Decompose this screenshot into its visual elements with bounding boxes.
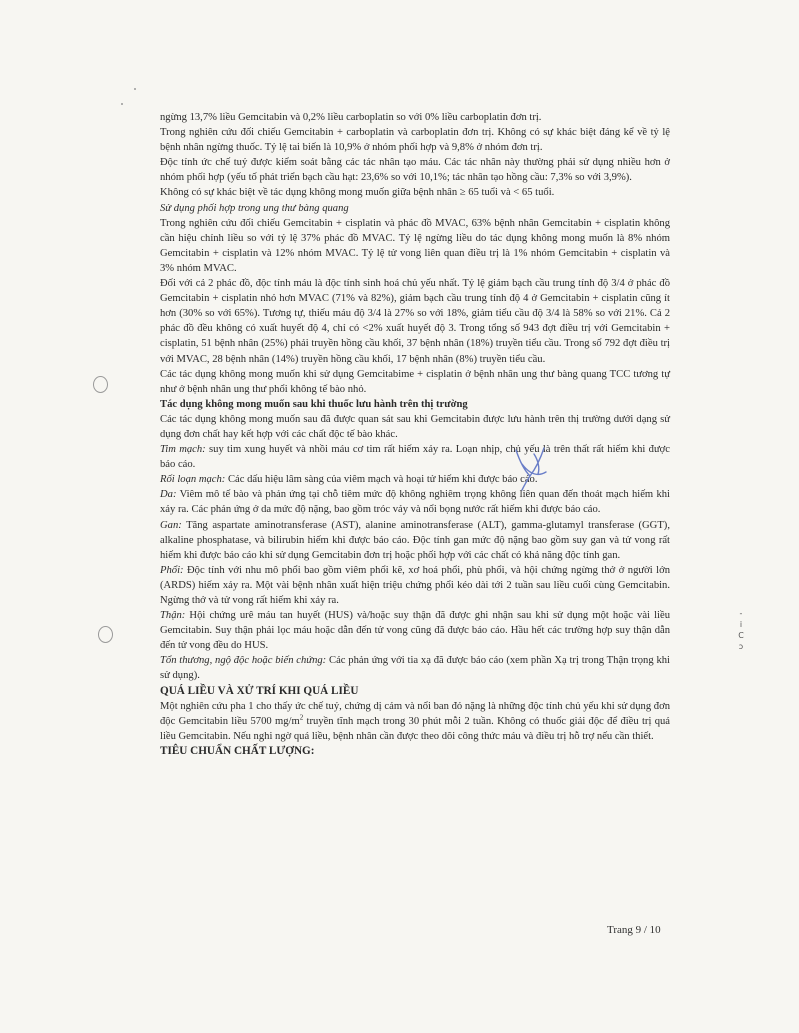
paragraph-text: Các phản ứng với tia xạ đã được báo cáo (xem phần Xạ trị trong Thận trọng khi sử dụng).: [160, 655, 670, 682]
paragraph: Các tác dụng không mong muốn khi sử dụng Gemcitabime + cisplatin ở bệnh nhân ung thư bàng quang TCC tương tự như ở bệnh nhân ung thư phổi không tế bào nhỏ.: [160, 368, 670, 395]
margin-annotation: [735, 608, 747, 652]
paragraph-lead: Tổn thương, ngộ độc hoặc biến chứng:: [160, 655, 327, 667]
paragraph-text: Độc tính với nhu mô phổi bao gồm viêm phổi kẽ, xơ hoá phổi, phù phổi, và hội chứng ngừng thở ở người lớn (ARDS) hiếm xảy ra. Một vài bệnh nhân xuất hiện triệu chứng phổi kéo dài tới 2 tuần sau liều cuối cùng Gemcitabin. Ngừng thở và tử vong rất hiếm khi xảy ra.: [160, 564, 670, 606]
paragraph-lead: Da:: [160, 489, 177, 501]
paragraph-lead: Rối loạn mạch:: [160, 474, 226, 486]
paragraph: [160, 608, 670, 653]
punch-hole-upper: [93, 376, 108, 393]
paragraph: [160, 653, 670, 683]
section-heading: Tác dụng không mong muốn sau khi thuốc lưu hành trên thị trường: [160, 398, 468, 410]
paragraph: Trong nghiên cứu đối chiếu Gemcitabin + carboplatin và carboplatin đơn trị. Không có sự khác biệt đáng kể về tỷ lệ bệnh nhân ngừng thuốc. Tỷ lệ tai biến là 10,9% ở nhóm phối hợp và 9,8% ở nhóm đơn trị.: [160, 127, 670, 154]
paragraph-lead: Tim mạch:: [160, 444, 206, 456]
paragraph-lead: Thận:: [160, 610, 186, 622]
scan-speck: [134, 88, 136, 90]
paragraph-text: Một nghiên cứu pha 1 cho thấy ức chế tuỷ, chứng dị cảm và nổi ban đỏ nặng là những độc tính chủ yếu khi sử dụng đơn độc Gemcitabin liều 5700 mg/m: [160, 700, 670, 727]
paragraph-text: Hội chứng urê máu tan huyết (HUS) và/hoặc suy thận đã được ghi nhận sau khi sử dụng một hoặc vài liều Gemcitabin. Suy thận phải lọc máu hoặc dẫn đến tử vong cũng đã được báo cáo. Hầu hết các trường hợp suy thận dẫn đến tử vong đều do HUS.: [160, 610, 670, 652]
paragraph-lead: Phổi:: [160, 564, 184, 576]
margin-mark-item: i: [739, 620, 743, 629]
document-body: [160, 110, 670, 759]
paragraph: [160, 563, 670, 608]
paragraph: Các tác dụng không mong muốn sau đã được quan sát sau khi Gemcitabin được lưu hành trên thị trường dưới dạng sử dụng đơn chất hay kết hợp với các chất độc tế bào khác.: [160, 413, 670, 440]
scan-speck: [121, 103, 123, 105]
page-number: Trang 9 / 10: [607, 924, 661, 936]
paragraph-text: truyền tĩnh mạch trong 30 phút mỗi 2 tuần. Không có thuốc giải độc để điều trị quá liều Gemcitabin. Nếu nghi ngờ quá liều, bệnh nhân cần được theo dõi công thức máu và điều trị hỗ trợ nếu cần thiết.: [160, 715, 670, 742]
paragraph-text: suy tim xung huyết và nhồi máu cơ tim rất hiếm xảy ra. Loạn nhịp, chủ yếu là trên thất rất hiếm khi được báo cáo.: [160, 444, 670, 471]
section-heading: TIÊU CHUẨN CHẤT LƯỢNG:: [160, 744, 315, 757]
paragraph: Không có sự khác biệt về tác dụng không mong muốn giữa bệnh nhân ≥ 65 tuổi và < 65 tuổi.: [160, 187, 555, 199]
paragraph: Đối với cả 2 phác đồ, độc tính máu là độc tính sinh hoá chủ yếu nhất. Tỷ lệ giảm bạch cầu trung tính độ 3/4 ở phác đồ Gemcitabin + cisplatin nhỏ hơn MVAC (71% và 82%), giảm bạch cầu trung tính độ 4 ở Gemcitabin + cisplatin cũng ít hơn (30% so với 65%). Tương tự, thiếu máu độ 3/4 là 27% so với 18%, giảm tiểu cầu độ 3/4 là 58% so với 21%. Cả 2 phác đồ đều không có xuất huyết độ 4, chỉ có <2% xuất huyết độ 3. Trong tổng số 943 đợt điều trị với Gemcitabin + cisplatin, 51 bệnh nhân (25%) phải truyền hồng cầu khối, 37 bệnh nhân (18%) truyền tiểu cầu. Trong số 792 đợt điều trị với MVAC, 28 bệnh nhân (14%) truyền hồng cầu khối, 17 bệnh nhân (8%) truyền tiểu cầu.: [160, 278, 670, 365]
superscript: 2: [299, 713, 304, 722]
section-heading: QUÁ LIỀU VÀ XỬ TRÍ KHI QUÁ LIỀU: [160, 684, 359, 697]
section-heading: Sử dụng phối hợp trong ung thư bàng quang: [160, 202, 349, 214]
paragraph: [160, 487, 670, 517]
paragraph: [160, 472, 670, 487]
paragraph-text: Các dấu hiệu lâm sàng của viêm mạch và hoại tử hiếm khi được báo cáo.: [225, 474, 538, 486]
paragraph: ngừng 13,7% liều Gemcitabin và 0,2% liều carboplatin so với 0% liều carboplatin đơn trị.: [160, 112, 542, 123]
paragraph: [160, 518, 670, 563]
punch-hole-lower: [98, 626, 113, 643]
paragraph: Độc tính ức chế tuỷ được kiểm soát bằng các tác nhân tạo máu. Các tác nhân này thường phải sử dụng nhiều hơn ở nhóm phối hợp (yếu tố phát triển bạch cầu hạt: 23,6% so với 10,1%; tác nhân tạo hồng cầu: 7,3% so với 3,9%).: [160, 157, 670, 184]
paragraph: [160, 442, 670, 472]
paragraph: [160, 699, 670, 744]
margin-mark-item: C: [738, 631, 744, 640]
paragraph: Trong nghiên cứu đối chiếu Gemcitabin + cisplatin và phác đồ MVAC, 63% bệnh nhân Gemcitabin + cisplatin không cần hiệu chỉnh liều so với tỷ lệ 37% phác đồ MVAC. Tỷ lệ ngừng liều do tác dụng không mong muốn là 8% nhóm Gemcitabin + cisplatin và 12% nhóm MVAC. Tỷ lệ tử vong liên quan điều trị là 1% nhóm Gemcitabin + cisplatin và 3% nhóm MVAC.: [160, 217, 670, 274]
paragraph-text: Viêm mô tế bào và phản ứng tại chỗ tiêm mức độ không nghiêm trọng không liên quan đến thoát mạch hiếm khi xảy ra. Các phản ứng ở da mức độ nặng, bao gồm tróc vảy và nổi bọng nước rất hiếm khi được báo cáo.: [160, 489, 670, 516]
margin-mark-item: ɔ: [738, 642, 744, 651]
paragraph-text: Tăng aspartate aminotransferase (AST), alanine aminotransferase (ALT), gamma-glutamyl transferase (GGT), alkaline phosphatase, và bilirubin hiếm khi được báo cáo. Độc tính gan mức độ nặng bao gồm suy gan và tử vong rất hiếm khi được báo cáo khi sử dụng Gemcitabin đơn trị hoặc phối hợp với các chất có khả năng độc tính gan.: [160, 519, 670, 561]
margin-mark-item: -: [739, 609, 743, 618]
paragraph-lead: Gan:: [160, 519, 182, 531]
handwritten-signature: [510, 442, 554, 492]
